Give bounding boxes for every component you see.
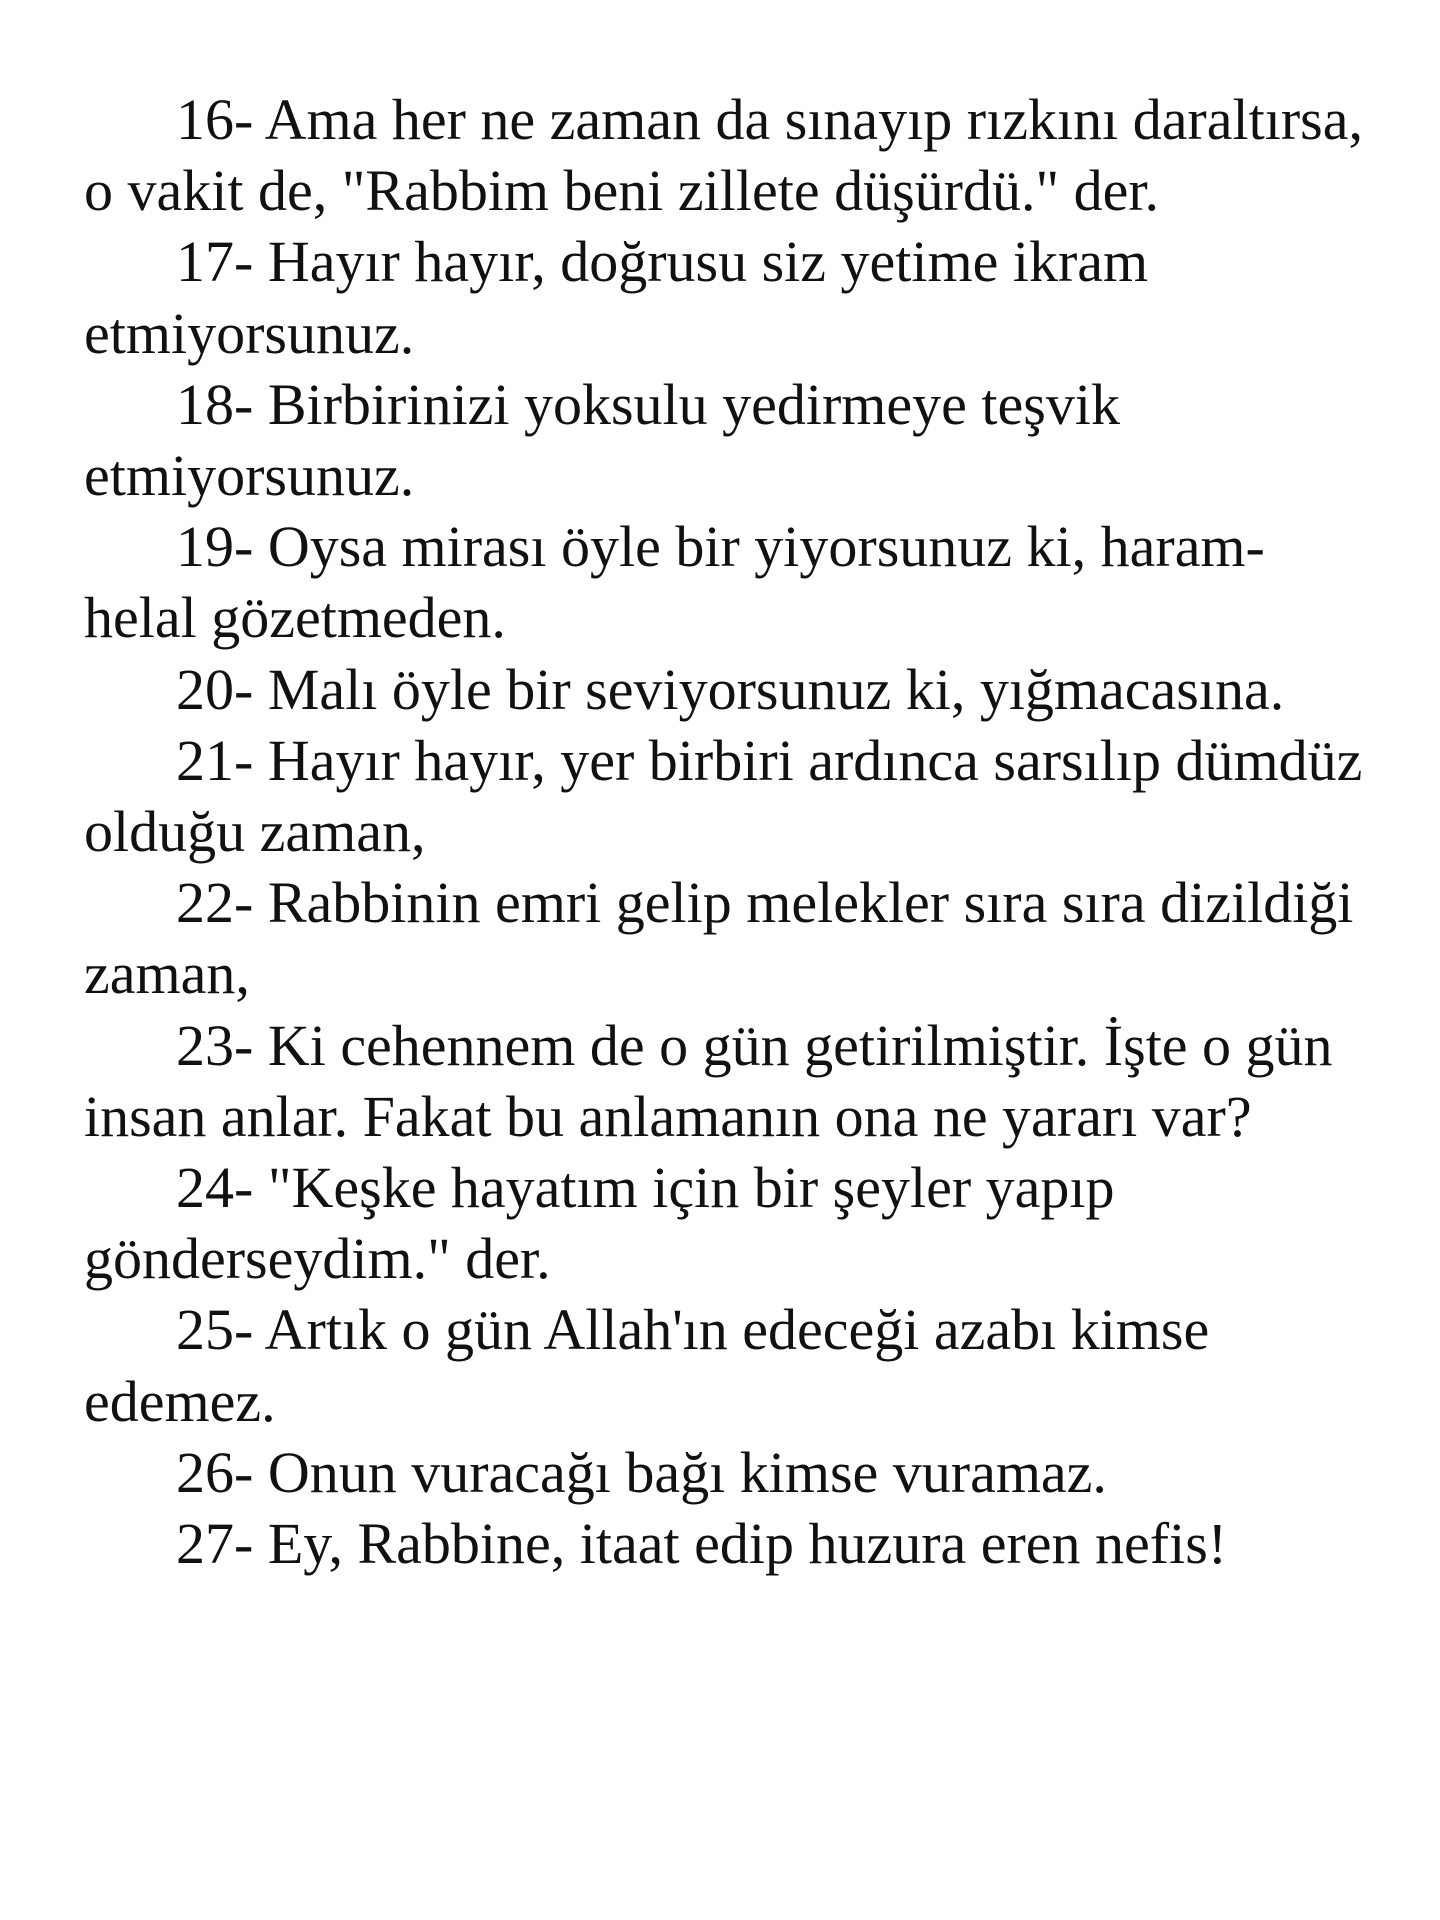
verse-22: 22- Rabbinin emri gelip melekler sıra sıra dizildiği zaman, (84, 870, 1354, 1007)
verse-20: 20- Malı öyle bir seviyorsunuz ki, yığmacasına. (176, 656, 1285, 722)
verse-18: 18- Birbirinizi yoksulu yedirmeye teşvik etmiyorsunuz. (84, 371, 1120, 509)
verse-21: 21- Hayır hayır, yer birbiri ardınca sarsılıp dümdüz olduğu zaman, (84, 727, 1363, 865)
verse-23: 23- Ki cehennem de o gün getirilmiştir. İşte o gün insan anlar. Fakat bu anlamanın ona ne yararı var? (84, 1012, 1333, 1149)
verse-26: 26- Onun vuracağı bağı kimse vuramaz. (176, 1439, 1107, 1505)
verse-text-block (84, 84, 1374, 1579)
verse-27: 27- Ey, Rabbine, itaat edip huzura eren nefis! (176, 1511, 1228, 1577)
verse-25: 25- Artık o gün Allah'ın edeceği azabı kimse edemez. (84, 1297, 1210, 1434)
verse-24: 24- "Keşke hayatım için bir şeyler yapıp gönderseydim." der. (84, 1155, 1115, 1292)
verse-17: 17- Hayır hayır, doğrusu siz yetime ikram etmiyorsunuz. (84, 229, 1149, 366)
verse-19: 19- Oysa mirası öyle bir yiyorsunuz ki, haram-helal gözetmeden. (84, 514, 1265, 651)
verse-16: 16- Ama her ne zaman da sınayıp rızkını daraltırsa, o vakit de, "Rabbim beni zillete düşürdü." der. (84, 87, 1363, 224)
